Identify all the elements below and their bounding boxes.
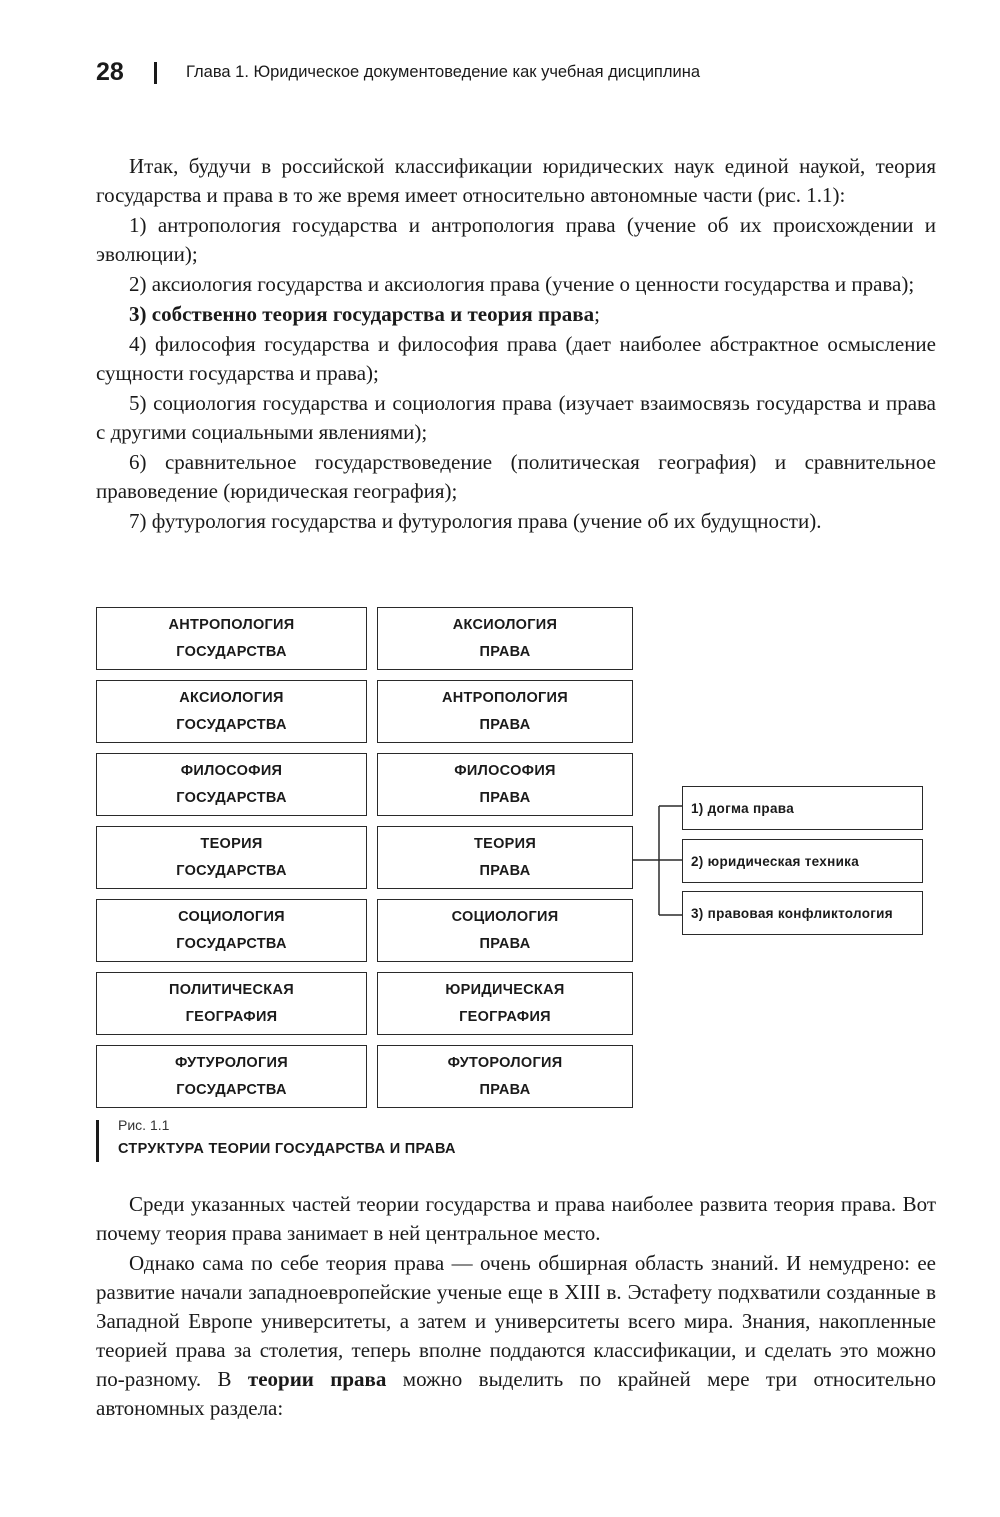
chapter-title: Глава 1. Юридическое документоведение как учебная дисциплина bbox=[186, 63, 700, 81]
political-geography-label: ПОЛИТИЧЕСКАЯ ГЕОГРАФИЯ bbox=[169, 981, 294, 1025]
law-philosophy-box bbox=[377, 753, 633, 816]
state-axiology-label: АКСИОЛОГИЯ ГОСУДАРСТВА bbox=[176, 689, 287, 733]
intro-item-4: 4) философия государства и философия права (дает наиболее абстрактное осмысление сущности государства и права); bbox=[96, 332, 936, 385]
intro-text bbox=[96, 152, 936, 537]
law-sociology-label: СОЦИОЛОГИЯ ПРАВА bbox=[451, 908, 559, 952]
law-theory-label: ТЕОРИЯ ПРАВА bbox=[473, 835, 537, 879]
running-header bbox=[96, 58, 936, 92]
state-sociology-box bbox=[96, 899, 367, 962]
intro-item-3 bbox=[96, 300, 936, 329]
state-philosophy-label: ФИЛОСОФИЯ ГОСУДАРСТВА bbox=[176, 762, 287, 806]
state-anthropology-label: АНТРОПОЛОГИЯ ГОСУДАРСТВА bbox=[168, 616, 295, 660]
legal-technique-box bbox=[682, 839, 923, 883]
outro-p2-start: Однако сама по себе теория права — очень обширная область знаний. И немудрено: ее развитие начали западноевропейские ученые еще в XIII в. Эстафету подхватили созданные в Западной Европе университеты, а затем и университеты всего мира. Знания, накопленные теорией права за столетия, теперь вполне поддаются классификации, и сделать это можно по-разному. В bbox=[96, 1251, 936, 1391]
intro-item-6: 6) сравнительное государствоведение (политическая география) и сравнительное правоведение (юридическая география); bbox=[96, 450, 936, 503]
law-futurology-box bbox=[377, 1045, 633, 1108]
state-theory-label: ТЕОРИЯ ГОСУДАРСТВА bbox=[176, 835, 287, 879]
page-number: 28 bbox=[96, 58, 124, 86]
law-axiology-box bbox=[377, 607, 633, 670]
law-anthropology-box bbox=[377, 680, 633, 743]
law-philosophy-label: ФИЛОСОФИЯ ПРАВА bbox=[454, 762, 556, 806]
state-futurology-box bbox=[96, 1045, 367, 1108]
state-axiology-box bbox=[96, 680, 367, 743]
law-sociology-box bbox=[377, 899, 633, 962]
figure-caption: СТРУКТУРА ТЕОРИИ ГОСУДАРСТВА И ПРАВА bbox=[118, 1141, 456, 1157]
state-sociology-label: СОЦИОЛОГИЯ ГОСУДАРСТВА bbox=[176, 908, 287, 952]
intro-item-2: 2) аксиология государства и аксиология права (учение о ценности государства и права); bbox=[129, 272, 915, 296]
intro-item-1: 1) антропология государства и антропология права (учение об их происхождении и эволюции); bbox=[96, 213, 936, 266]
legal-conflictology-label: 3) правовая конфликтология bbox=[691, 905, 893, 921]
legal-geography-box bbox=[377, 972, 633, 1035]
caption-bar bbox=[96, 1120, 99, 1162]
law-anthropology-label: АНТРОПОЛОГИЯ ПРАВА bbox=[441, 689, 568, 733]
outro-text bbox=[96, 1190, 936, 1424]
legal-technique-label: 2) юридическая техника bbox=[691, 853, 860, 869]
intro-lead: Итак, будучи в российской классификации юридических наук единой наукой, теория государства и права в то же время имеет относительно автономные части (рис. 1.1): bbox=[96, 154, 936, 207]
figure-label: Рис. 1.1 bbox=[118, 1117, 170, 1133]
intro-item-3-tail: ; bbox=[594, 302, 600, 326]
legal-conflictology-box bbox=[682, 891, 923, 935]
state-philosophy-box bbox=[96, 753, 367, 816]
outro-paragraph-1: Среди указанных частей теории государства и права наиболее развита теория права. Вот почему теория права занимает в ней центральное место. bbox=[96, 1192, 936, 1245]
intro-item-7: 7) футурология государства и футурология права (учение об их будущности). bbox=[129, 509, 822, 533]
legal-dogma-box bbox=[682, 786, 923, 830]
legal-dogma-label: 1) догма права bbox=[691, 800, 794, 816]
political-geography-box bbox=[96, 972, 367, 1035]
legal-geography-label: ЮРИДИЧЕСКАЯ ГЕОГРАФИЯ bbox=[445, 981, 565, 1025]
outro-p2-bold: теории права bbox=[247, 1367, 387, 1391]
outro-p2-end: можно выделить по крайней мере три относительно автономных раздела: bbox=[96, 1367, 936, 1420]
law-theory-box bbox=[377, 826, 633, 889]
intro-item-5: 5) социология государства и социология права (изучает взаимосвязь государства и права с другими социальными явлениями); bbox=[96, 391, 936, 444]
header-separator bbox=[154, 62, 157, 84]
state-anthropology-box bbox=[96, 607, 367, 670]
state-futurology-label: ФУТУРОЛОГИЯ ГОСУДАРСТВА bbox=[175, 1054, 288, 1098]
outro-paragraph-2 bbox=[96, 1249, 936, 1423]
law-futurology-label: ФУТОРОЛОГИЯ ПРАВА bbox=[447, 1054, 563, 1098]
state-theory-box bbox=[96, 826, 367, 889]
intro-item-3-bold: 3) собственно теория государства и теория права bbox=[129, 302, 595, 326]
law-axiology-label: АКСИОЛОГИЯ ПРАВА bbox=[452, 616, 558, 660]
